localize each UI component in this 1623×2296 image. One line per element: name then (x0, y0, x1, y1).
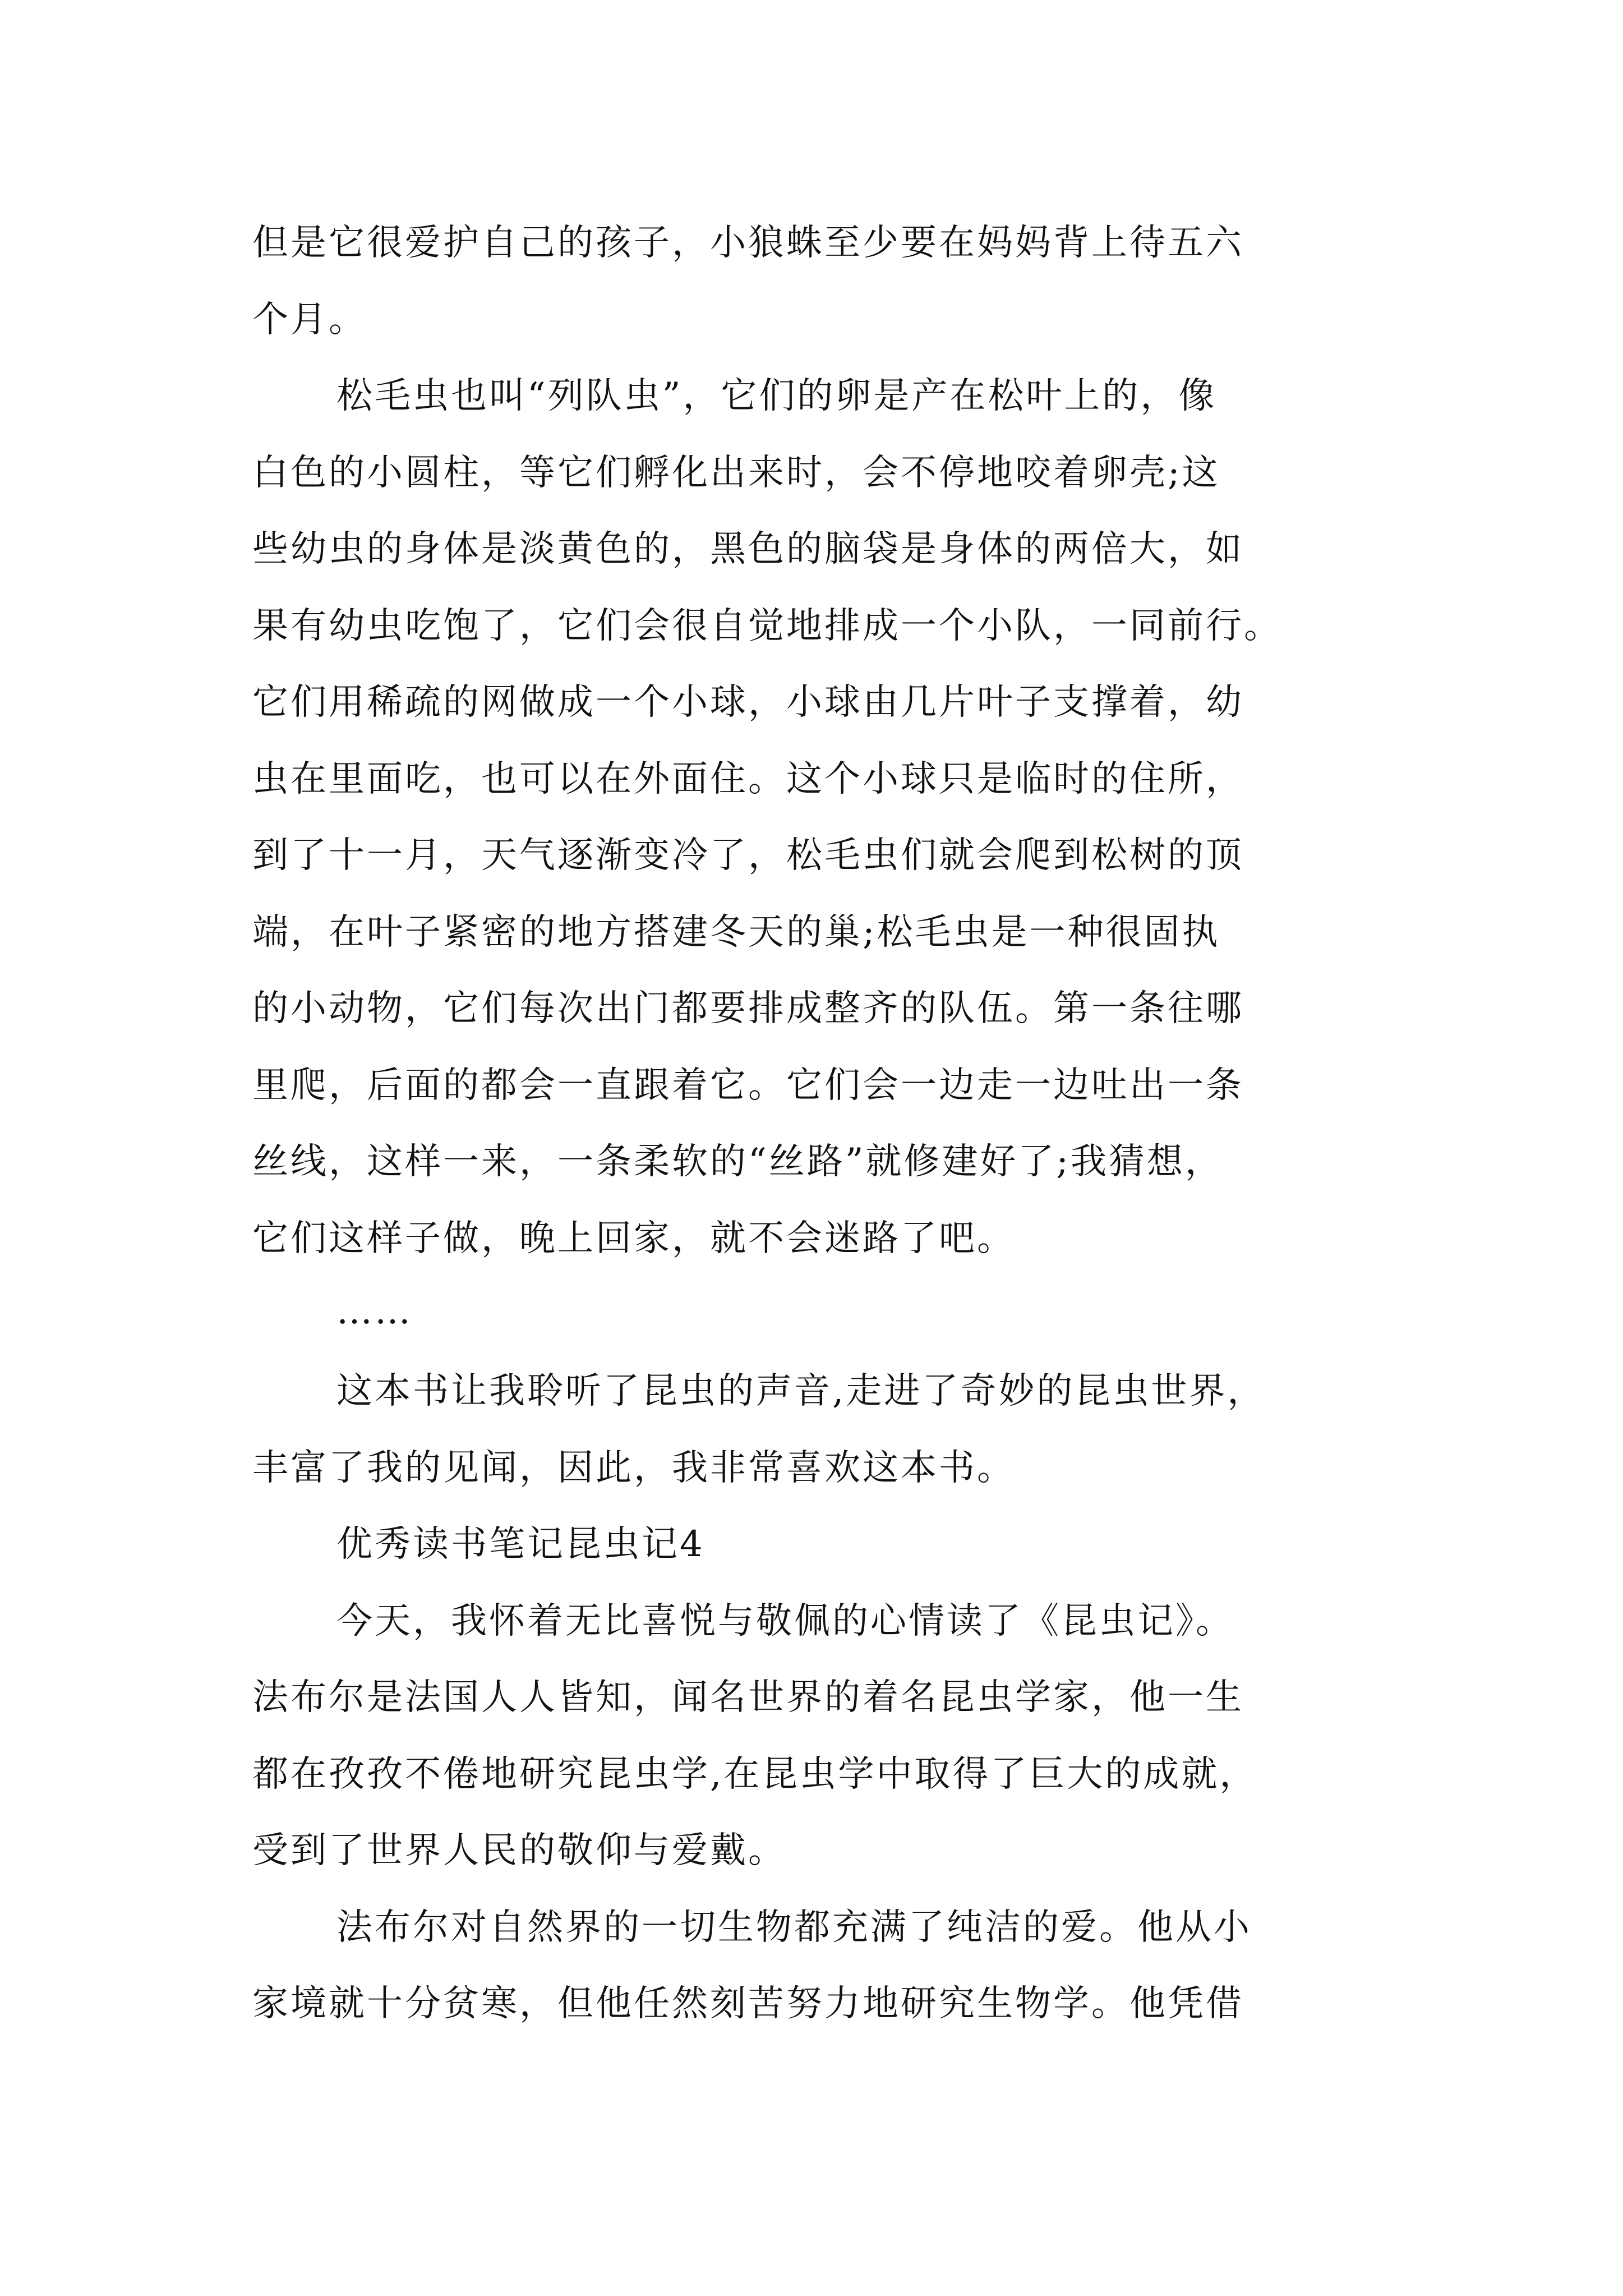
text-line: 但是它很爱护自己的孩子，小狼蛛至少要在妈妈背上待五六 (252, 222, 1244, 264)
text-line: 虫在里面吃，也可以在外面住。这个小球只是临时的住所， (252, 758, 1244, 800)
text-line: 里爬，后面的都会一直跟着它。它们会一边走一边吐出一条 (252, 1065, 1244, 1106)
text-line: 法布尔是法国人人皆知，闻名世界的着名昆虫学家，他一生 (252, 1677, 1244, 1718)
section-heading: 优秀读书笔记昆虫记4 (336, 1524, 705, 1565)
text-line: 果有幼虫吃饱了，它们会很自觉地排成一个小队，一同前行。 (252, 605, 1282, 647)
paragraph-start: 法布尔对自然界的一切生物都充满了纯洁的爱。他从小 (336, 1907, 1252, 1948)
text-line: 的小动物，它们每次出门都要排成整齐的队伍。第一条往哪 (252, 988, 1244, 1029)
text-line: 家境就十分贫寒，但他任然刻苦努力地研究生物学。他凭借 (252, 1983, 1244, 2024)
text-line: 受到了世界人民的敬仰与爱戴。 (252, 1830, 786, 1871)
text-line: 些幼虫的身体是淡黄色的，黑色的脑袋是身体的两倍大，如 (252, 528, 1244, 570)
text-line: 都在孜孜不倦地研究昆虫学,在昆虫学中取得了巨大的成就， (252, 1754, 1258, 1795)
text-line: 白色的小圆柱，等它们孵化出来时，会不停地咬着卵壳;这 (252, 452, 1220, 494)
text-line: 个月。 (252, 299, 367, 341)
text-line: 它们用稀疏的网做成一个小球，小球由几片叶子支撑着，幼 (252, 682, 1244, 723)
text-line: 端，在叶子紧密的地方搭建冬天的巢;松毛虫是一种很固执 (252, 912, 1220, 953)
ellipsis: …… (336, 1291, 413, 1332)
text-line: 丝线，这样一来，一条柔软的“丝路”就修建好了;我猜想， (252, 1141, 1223, 1182)
paragraph-start: 松毛虫也叫“列队虫”，它们的卵是产在松叶上的，像 (336, 375, 1217, 417)
paragraph-start: 今天，我怀着无比喜悦与敬佩的心情读了《昆虫记》。 (336, 1600, 1234, 1642)
text-line: 丰富了我的见闻，因此，我非常喜欢这本书。 (252, 1447, 1015, 1489)
text-line: 到了十一月，天气逐渐变冷了，松毛虫们就会爬到松树的顶 (252, 835, 1244, 876)
text-line: 它们这样子做，晚上回家，就不会迷路了吧。 (252, 1218, 1015, 1259)
paragraph-start: 这本书让我聆听了昆虫的声音,走进了奇妙的昆虫世界， (336, 1370, 1266, 1412)
